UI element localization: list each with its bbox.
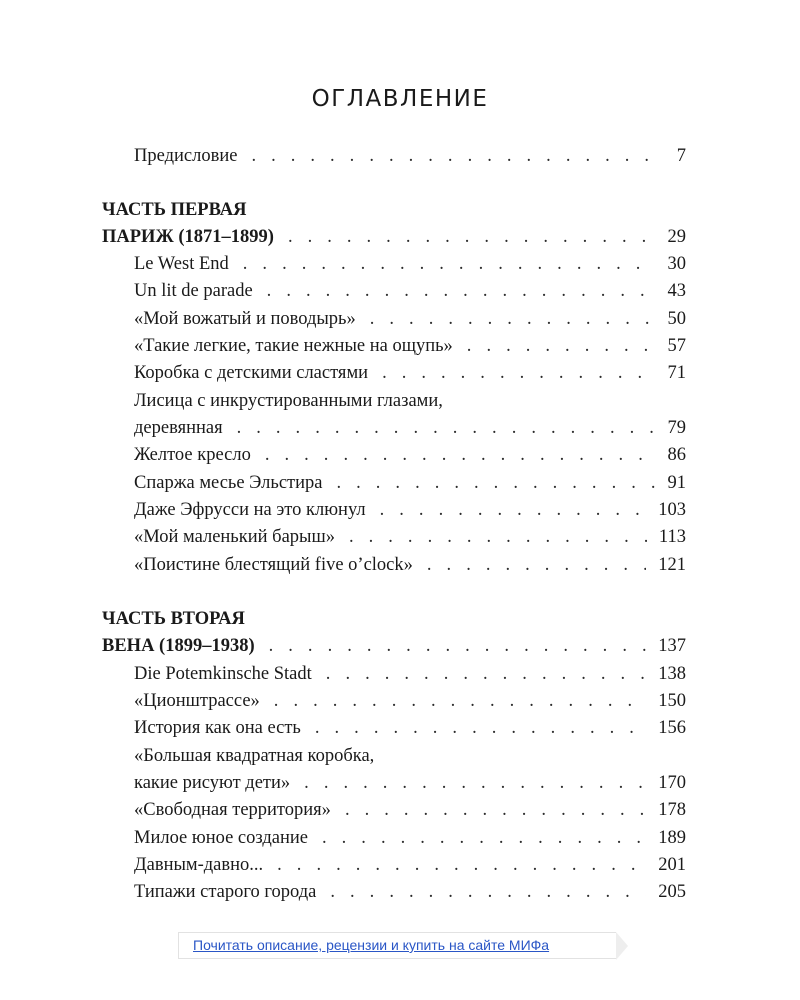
publisher-link-banner[interactable] bbox=[178, 932, 616, 959]
toc-entry-page: 50 bbox=[667, 309, 686, 329]
toc-entry-label: «Свободная территория» bbox=[134, 800, 331, 820]
toc-entry-label: ВЕНА (1899–1938) bbox=[102, 636, 255, 656]
toc-entry bbox=[134, 797, 686, 824]
toc-entry-page: 86 bbox=[667, 445, 686, 465]
toc-entry-page: 103 bbox=[658, 500, 686, 520]
toc-entry-page: 189 bbox=[658, 828, 686, 848]
leader-dots bbox=[382, 360, 655, 387]
toc-entry-label: Спаржа месье Эльстира bbox=[134, 473, 323, 493]
leader-dots bbox=[269, 633, 647, 660]
toc-entry-label: ПАРИЖ (1871–1899) bbox=[102, 227, 274, 247]
toc-entry bbox=[134, 852, 686, 879]
leader-dots bbox=[330, 879, 646, 906]
toc-entry-label: «Мой маленький барыш» bbox=[134, 527, 335, 547]
toc-entry-page: 201 bbox=[658, 855, 686, 875]
toc-entry-page: 137 bbox=[658, 636, 686, 656]
toc-entry-label: деревянная bbox=[134, 418, 223, 438]
toc-entry-page: 29 bbox=[667, 227, 686, 247]
leader-dots bbox=[467, 333, 656, 360]
toc-entry-page: 57 bbox=[667, 336, 686, 356]
toc-entry-label: История как она есть bbox=[134, 718, 301, 738]
toc-entry-label: Die Potemkinsche Stadt bbox=[134, 664, 312, 684]
toc-entry-page: 30 bbox=[667, 254, 686, 274]
leader-dots bbox=[427, 552, 646, 579]
leader-dots bbox=[370, 306, 656, 333]
toc-entry bbox=[134, 715, 686, 742]
toc-entry bbox=[134, 278, 686, 305]
leader-dots bbox=[326, 661, 646, 688]
toc-entry bbox=[134, 470, 686, 497]
toc-entry-label: Желтое кресло bbox=[134, 445, 251, 465]
toc-entry bbox=[134, 442, 686, 469]
toc-entry-page: 113 bbox=[658, 527, 686, 547]
leader-dots bbox=[315, 715, 646, 742]
toc-entry-page: 71 bbox=[667, 363, 686, 383]
toc-entry-page: 156 bbox=[658, 718, 686, 738]
leader-dots bbox=[288, 224, 656, 251]
part-one-subheading bbox=[102, 224, 686, 251]
leader-dots bbox=[345, 797, 646, 824]
toc-entry-line1 bbox=[134, 743, 686, 770]
toc-entry-label: Милое юное создание bbox=[134, 828, 308, 848]
toc-entry bbox=[134, 688, 686, 715]
toc-entry-page: 138 bbox=[658, 664, 686, 684]
toc-entry-label: Типажи старого города bbox=[134, 882, 317, 902]
toc-entry-label: Даже Эфрусси на это клюнул bbox=[134, 500, 366, 520]
toc-entry bbox=[134, 333, 686, 360]
toc-entry bbox=[134, 497, 686, 524]
toc-entry-label: Предисловие bbox=[134, 146, 238, 166]
publisher-link[interactable]: Почитать описание, рецензии и купить на сайте МИФа bbox=[193, 937, 550, 953]
toc-entry bbox=[134, 524, 686, 551]
leader-dots bbox=[267, 278, 656, 305]
toc-entry-line1 bbox=[134, 388, 686, 415]
leader-dots bbox=[237, 415, 656, 442]
toc-entry bbox=[134, 879, 686, 906]
toc-entry bbox=[134, 661, 686, 688]
toc-entry bbox=[134, 415, 686, 442]
toc-title: ОГЛАВЛЕНИЕ bbox=[311, 86, 489, 112]
leader-dots bbox=[265, 442, 656, 469]
toc-entry-label: «Такие легкие, такие нежные на ощупь» bbox=[134, 336, 453, 356]
toc-entry-label: Лисица с инкрустированными глазами, bbox=[134, 391, 443, 411]
toc-entry bbox=[134, 552, 686, 579]
part-two-subheading bbox=[102, 633, 686, 660]
toc-entry bbox=[134, 251, 686, 278]
toc-entry bbox=[134, 825, 686, 852]
toc-entry bbox=[134, 770, 686, 797]
toc-entry bbox=[134, 360, 686, 387]
toc-entry-page: 178 bbox=[658, 800, 686, 820]
toc-entry-preface bbox=[134, 143, 686, 170]
toc-entry-page: 7 bbox=[676, 146, 686, 166]
toc-entry-label: Un lit de parade bbox=[134, 281, 253, 301]
toc-entry-label: «Поистине блестящий five o’clock» bbox=[134, 555, 413, 575]
toc-entry-page: 91 bbox=[667, 473, 686, 493]
leader-dots bbox=[349, 524, 647, 551]
toc-entry-page: 79 bbox=[667, 418, 686, 438]
leader-dots bbox=[322, 825, 646, 852]
toc-entry-page: 170 bbox=[658, 773, 686, 793]
toc-entry-page: 43 bbox=[667, 281, 686, 301]
toc-entry-label: Le West End bbox=[134, 254, 229, 274]
toc-entry-label: «Большая квадратная коробка, bbox=[134, 746, 375, 766]
toc-entry-label: Коробка с детскими сластями bbox=[134, 363, 369, 383]
toc-entry-label: «Мой вожатый и поводырь» bbox=[134, 309, 356, 329]
part-two-heading: ЧАСТЬ ВТОРАЯ bbox=[102, 609, 245, 629]
leader-dots bbox=[243, 251, 656, 278]
leader-dots bbox=[304, 770, 646, 797]
part-one-heading: ЧАСТЬ ПЕРВАЯ bbox=[102, 200, 247, 220]
toc-entry-page: 150 bbox=[658, 691, 686, 711]
toc-entry-label: какие рисуют дети» bbox=[134, 773, 291, 793]
toc-entry bbox=[134, 306, 686, 333]
leader-dots bbox=[380, 497, 647, 524]
toc-entry-page: 205 bbox=[658, 882, 686, 902]
leader-dots bbox=[274, 688, 646, 715]
toc-entry-label: Давным-давно... bbox=[134, 855, 264, 875]
toc-entry-page: 121 bbox=[658, 555, 686, 575]
leader-dots bbox=[277, 852, 646, 879]
leader-dots bbox=[251, 143, 664, 170]
toc-entry-label: «Ционштрассе» bbox=[134, 691, 260, 711]
leader-dots bbox=[336, 470, 655, 497]
